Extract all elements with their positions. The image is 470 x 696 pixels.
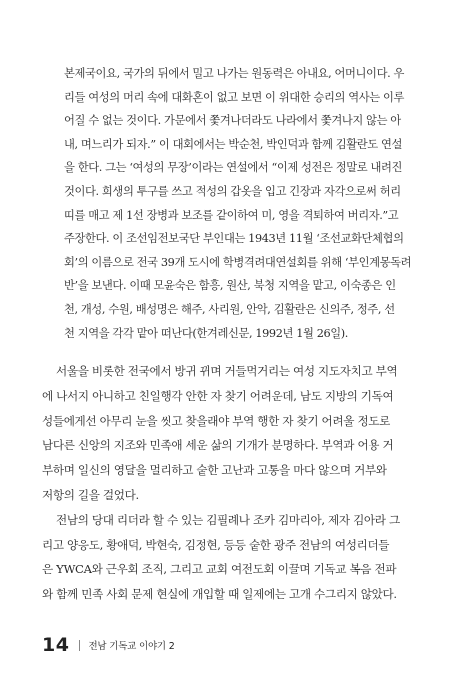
quote-line: 것이다. 희생의 투구를 쓰고 적성의 갑옷을 입고 긴장과 자각으로써 허리	[64, 184, 401, 198]
quote-line: 리들 여성의 머리 속에 대화혼이 없고 보면 이 위대한 승리의 역사는 이루	[64, 90, 404, 104]
body-line: 저항의 길을 걸었다.	[42, 487, 139, 502]
body-line: 성들에게선 아무리 눈을 씻고 찾을래야 부역 행한 자 찾기 어려울 정도로	[42, 413, 390, 428]
quote-line: 천, 개성, 수원, 배성명은 해주, 사리원, 안악, 김활란은 신의주, 정주, 선	[64, 302, 395, 316]
page-footer	[42, 634, 175, 656]
body-line: 부하며 일신의 영달을 멀리하고 숱한 고난과 고통을 마다 않으며 거부와	[42, 463, 387, 478]
body-line: 남다른 신앙의 지조와 민족애 세운 삶의 기개가 분명하다. 부역과 어용 거	[42, 438, 394, 453]
footer-divider	[79, 640, 80, 651]
body-line: 에 나서지 아니하고 친일행각 안한 자 찾기 어려운데, 남도 지방의 기독여	[42, 388, 394, 403]
quote-line: 띠를 매고 제 1선 장병과 보조를 같이하여 미, 영을 격퇴하여 버리자.”고	[64, 208, 399, 222]
quote-line: 어질 수 없는 것이다. 가문에서 쫓겨나더라도 나라에서 쫓겨나지 않는 아	[64, 114, 401, 128]
body-text	[42, 359, 430, 607]
quote-line: 반’을 보낸다. 이때 모윤숙은 함흥, 원산, 북청 지역을 맡고, 이숙종은 인	[64, 279, 396, 293]
quote-line: 회’의 이름으로 전국 39개 도시에 학병격려대연설회를 위해 ‘부인계몽독려	[64, 255, 412, 269]
quote-line: 내, 며느리가 되자.” 이 대회에서는 박순천, 박인덕과 함께 김활란도 연설	[64, 137, 403, 151]
running-title: 전남 기독교 이야기 2	[88, 641, 175, 652]
body-line: 와 함께 민족 사회 문제 현실에 개입할 때 일제에는 고개 수그리지 않았다.	[42, 587, 397, 602]
page-number: 14	[42, 634, 70, 656]
quote-line: 주장한다. 이 조선임전보국단 부인대는 1943년 11월 ‘조선교화단체협의	[64, 232, 404, 246]
quote-line: 본제국이요, 국가의 뒤에서 밀고 나가는 원동력은 아내요, 어머니이다. 우	[64, 67, 404, 80]
quote-line: 을 한다. 그는 ‘여성의 무장’이라는 연설에서 “이제 성전은 정말로 내려진	[64, 161, 403, 175]
quote-line: 천 지역을 각각 맡아 떠난다(한겨레신문, 1992년 1월 26일).	[64, 326, 348, 340]
body-line: 은 YWCA와 근우회 조직, 그리고 교회 여전도회 이끌며 기독교 복음 전파	[42, 562, 397, 577]
block-quote	[64, 62, 410, 345]
body-line: 서울을 비롯한 전국에서 방귀 뀌며 거들먹거리는 여성 지도자치고 부역	[56, 364, 398, 378]
body-line: 전남의 당대 리더라 할 수 있는 김필례나 조카 김마리아, 제자 김아라 그	[56, 512, 400, 527]
body-line: 리고 양응도, 황애덕, 박현숙, 김정현, 등등 숱한 광주 전남의 여성리더들	[42, 537, 390, 552]
